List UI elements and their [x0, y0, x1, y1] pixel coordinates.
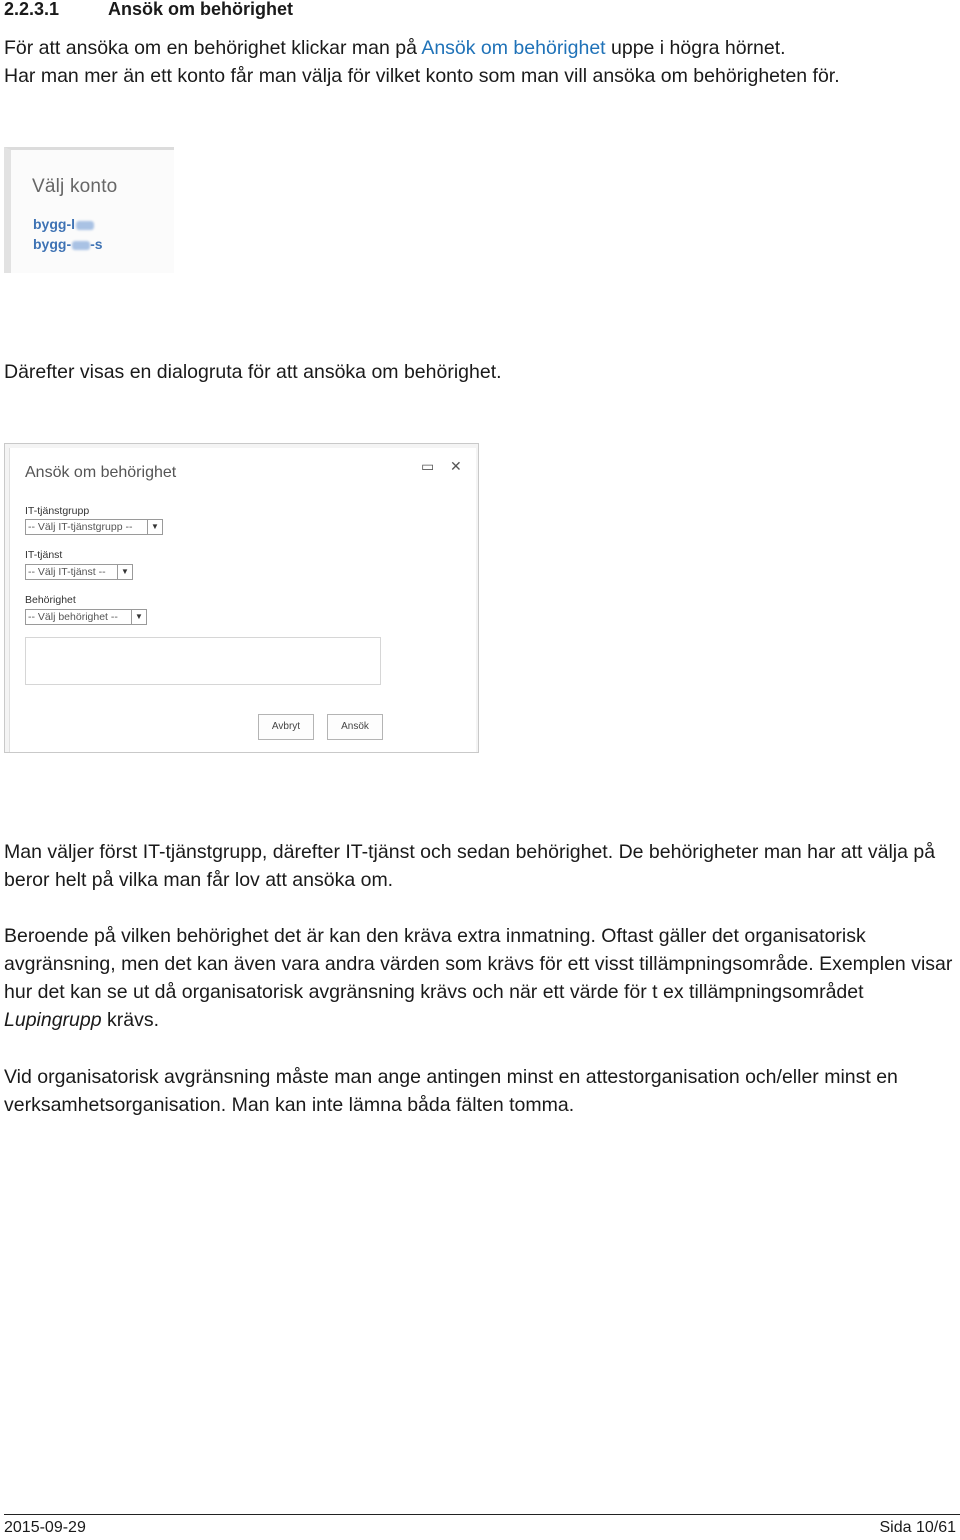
footer-page-number: Sida 10/61	[879, 1519, 956, 1536]
intro-text: För att ansöka om en behörighet klickar man på	[4, 37, 422, 59]
account-item[interactable]: bygg- -s	[33, 236, 103, 252]
cancel-button[interactable]: Avbryt	[258, 714, 314, 740]
extra-input-paragraph: Beroende på vilken behörighet det är kan den kräva extra inmatning. Oftast gäller det organisatorisk avgränsning, men det kan även vara andra värden som krävs för ett visst tillämpningsområde. Exemplen visar hur det kan se ut då organisatorisk avgränsning krävs och när ett värde för t ex tillämpningsområdet Lupingrupp krävs.	[4, 925, 953, 1031]
section-number: 2.2.3.1	[4, 0, 60, 19]
intro-text-end: uppe i högra hörnet.	[605, 37, 786, 59]
close-icon[interactable]: ✕	[450, 458, 462, 474]
apply-permission-link[interactable]: Ansök om behörighet	[421, 37, 606, 59]
account-chooser-screenshot	[4, 147, 174, 273]
section-heading	[4, 0, 293, 20]
permission-select[interactable]: -- Välj behörighet -- ▼	[25, 609, 147, 625]
account-chooser-title: Välj konto	[32, 176, 118, 197]
lupingrupp-term: Lupingrupp	[4, 1009, 102, 1031]
it-service-label: IT-tjänst	[25, 549, 63, 561]
dialog-title: Ansök om behörighet	[25, 464, 177, 481]
section-title: Ansök om behörighet	[108, 0, 294, 19]
dialog-intro-paragraph: Därefter visas en dialogruta för att ansöka om behörighet.	[4, 361, 502, 383]
chevron-down-icon: ▼	[117, 565, 132, 579]
intro-line2: Har man mer än ett konto får man välja för vilket konto som man vill ansöka om behörigheten för.	[4, 65, 840, 87]
blurred-text	[72, 241, 90, 250]
dialog-screenshot	[4, 443, 479, 753]
account-item[interactable]: bygg-l	[33, 216, 94, 232]
it-service-group-label: IT-tjänstgrupp	[25, 505, 90, 517]
extra-input-area[interactable]	[25, 637, 381, 685]
org-paragraph: Vid organisatorisk avgränsning måste man ange antingen minst en attestorganisation och/eller minst en verksamhetsorganisation. Man kan inte lämna båda fälten tomma.	[4, 1066, 898, 1116]
apply-permission-dialog	[9, 448, 476, 752]
order-paragraph: Man väljer först IT-tjänstgrupp, därefter IT-tjänst och sedan behörighet. De behörigheter man har att välja på beror helt på vilka man får lov att ansöka om.	[4, 841, 936, 891]
blurred-text	[76, 221, 94, 230]
chevron-down-icon: ▼	[147, 520, 162, 534]
footer-date: 2015-09-29	[4, 1519, 86, 1536]
permission-label: Behörighet	[25, 594, 76, 606]
chevron-down-icon: ▼	[131, 610, 146, 624]
footer-divider	[4, 1514, 960, 1515]
it-service-group-select[interactable]: -- Välj IT-tjänstgrupp -- ▼	[25, 519, 163, 535]
submit-button[interactable]: Ansök	[327, 714, 383, 740]
it-service-select[interactable]: -- Välj IT-tjänst -- ▼	[25, 564, 133, 580]
intro-paragraph	[4, 34, 954, 90]
maximize-icon[interactable]: ▭	[421, 458, 435, 474]
